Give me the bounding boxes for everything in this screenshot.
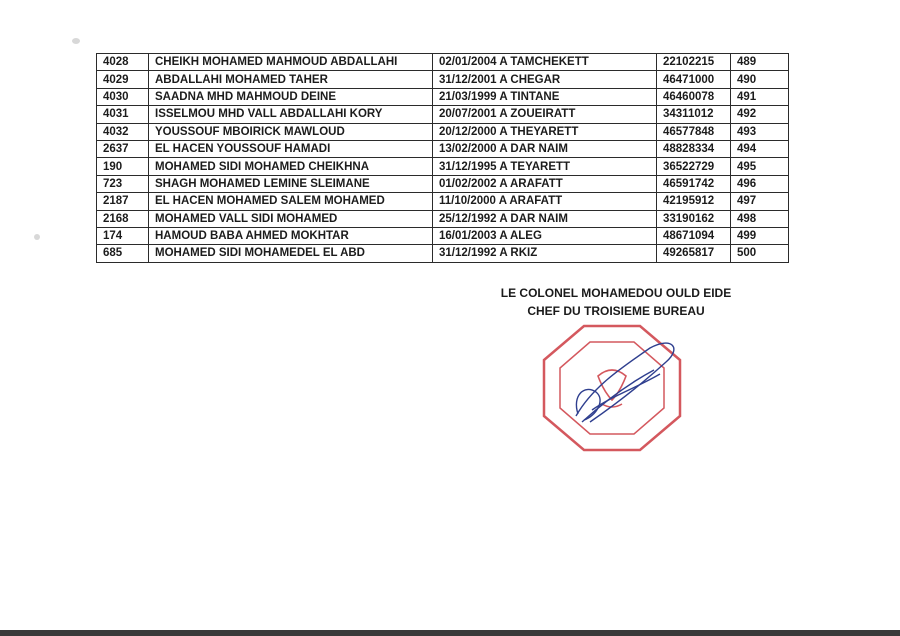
- candidate-number: 2637: [97, 140, 149, 157]
- rank-number: 500: [731, 245, 789, 262]
- table-row: [97, 106, 789, 123]
- birth-date-place: 13/02/2000 A DAR NAIM: [433, 140, 657, 157]
- rank-number: 498: [731, 210, 789, 227]
- table-row: [97, 54, 789, 71]
- candidate-number: 190: [97, 158, 149, 175]
- candidate-name: MOHAMED SIDI MOHAMEDEL EL ABD: [149, 245, 433, 262]
- candidate-name: MOHAMED VALL SIDI MOHAMED: [149, 210, 433, 227]
- candidate-number: 174: [97, 227, 149, 244]
- candidate-table-body: [97, 54, 789, 263]
- candidate-name: HAMOUD BABA AHMED MOKHTAR: [149, 227, 433, 244]
- national-id: 49265817: [657, 245, 731, 262]
- candidate-number: 4030: [97, 88, 149, 105]
- birth-date-place: 20/12/2000 A THEYARETT: [433, 123, 657, 140]
- rank-number: 491: [731, 88, 789, 105]
- table-row: [97, 140, 789, 157]
- candidate-number: 2187: [97, 193, 149, 210]
- birth-date-place: 20/07/2001 A ZOUEIRATT: [433, 106, 657, 123]
- table-row: [97, 227, 789, 244]
- rank-number: 492: [731, 106, 789, 123]
- national-id: 42195912: [657, 193, 731, 210]
- candidate-name: CHEIKH MOHAMED MAHMOUD ABDALLAHI: [149, 54, 433, 71]
- national-id: 22102215: [657, 54, 731, 71]
- candidate-number: 723: [97, 175, 149, 192]
- handwritten-signature: [576, 343, 674, 422]
- rank-number: 496: [731, 175, 789, 192]
- candidate-number: 4028: [97, 54, 149, 71]
- candidate-name: MOHAMED SIDI MOHAMED CHEIKHNA: [149, 158, 433, 175]
- candidate-number: 4029: [97, 71, 149, 88]
- rank-number: 499: [731, 227, 789, 244]
- candidate-table: [96, 53, 789, 263]
- table-row: [97, 175, 789, 192]
- table-row: [97, 88, 789, 105]
- table-row: [97, 71, 789, 88]
- rank-number: 494: [731, 140, 789, 157]
- table-row: [97, 123, 789, 140]
- national-id: 46471000: [657, 71, 731, 88]
- birth-date-place: 02/01/2004 A TAMCHEKETT: [433, 54, 657, 71]
- national-id: 46460078: [657, 88, 731, 105]
- national-id: 46577848: [657, 123, 731, 140]
- table-row: [97, 210, 789, 227]
- stamp-inner-ring: [560, 342, 664, 434]
- birth-date-place: 16/01/2003 A ALEG: [433, 227, 657, 244]
- official-stamp: [532, 318, 692, 458]
- scan-edge: [0, 630, 900, 636]
- signatory-office: CHEF DU TROISIEME BUREAU: [527, 304, 705, 318]
- scan-speck: [34, 234, 40, 240]
- birth-date-place: 31/12/1995 A TEYARETT: [433, 158, 657, 175]
- candidate-name: ABDALLAHI MOHAMED TAHER: [149, 71, 433, 88]
- rank-number: 497: [731, 193, 789, 210]
- candidate-number: 685: [97, 245, 149, 262]
- table-row: [97, 158, 789, 175]
- birth-date-place: 25/12/1992 A DAR NAIM: [433, 210, 657, 227]
- national-id: 34311012: [657, 106, 731, 123]
- candidate-number: 2168: [97, 210, 149, 227]
- national-id: 46591742: [657, 175, 731, 192]
- rank-number: 493: [731, 123, 789, 140]
- scan-speck: [72, 38, 80, 44]
- signature-block: [476, 284, 756, 320]
- candidate-name: SHAGH MOHAMED LEMINE SLEIMANE: [149, 175, 433, 192]
- birth-date-place: 11/10/2000 A ARAFATT: [433, 193, 657, 210]
- table-row: [97, 245, 789, 262]
- candidate-name: ISSELMOU MHD VALL ABDALLAHI KORY: [149, 106, 433, 123]
- table-row: [97, 193, 789, 210]
- national-id: 48671094: [657, 227, 731, 244]
- birth-date-place: 31/12/1992 A RKIZ: [433, 245, 657, 262]
- birth-date-place: 21/03/1999 A TINTANE: [433, 88, 657, 105]
- candidate-name: SAADNA MHD MAHMOUD DEINE: [149, 88, 433, 105]
- candidate-name: EL HACEN MOHAMED SALEM MOHAMED: [149, 193, 433, 210]
- birth-date-place: 01/02/2002 A ARAFATT: [433, 175, 657, 192]
- national-id: 33190162: [657, 210, 731, 227]
- rank-number: 490: [731, 71, 789, 88]
- rank-number: 489: [731, 54, 789, 71]
- rank-number: 495: [731, 158, 789, 175]
- candidate-number: 4031: [97, 106, 149, 123]
- candidate-name: YOUSSOUF MBOIRICK MAWLOUD: [149, 123, 433, 140]
- signatory-title: LE COLONEL MOHAMEDOU OULD EIDE: [500, 286, 732, 300]
- national-id: 36522729: [657, 158, 731, 175]
- candidate-name: EL HACEN YOUSSOUF HAMADI: [149, 140, 433, 157]
- birth-date-place: 31/12/2001 A CHEGAR: [433, 71, 657, 88]
- candidate-number: 4032: [97, 123, 149, 140]
- national-id: 48828334: [657, 140, 731, 157]
